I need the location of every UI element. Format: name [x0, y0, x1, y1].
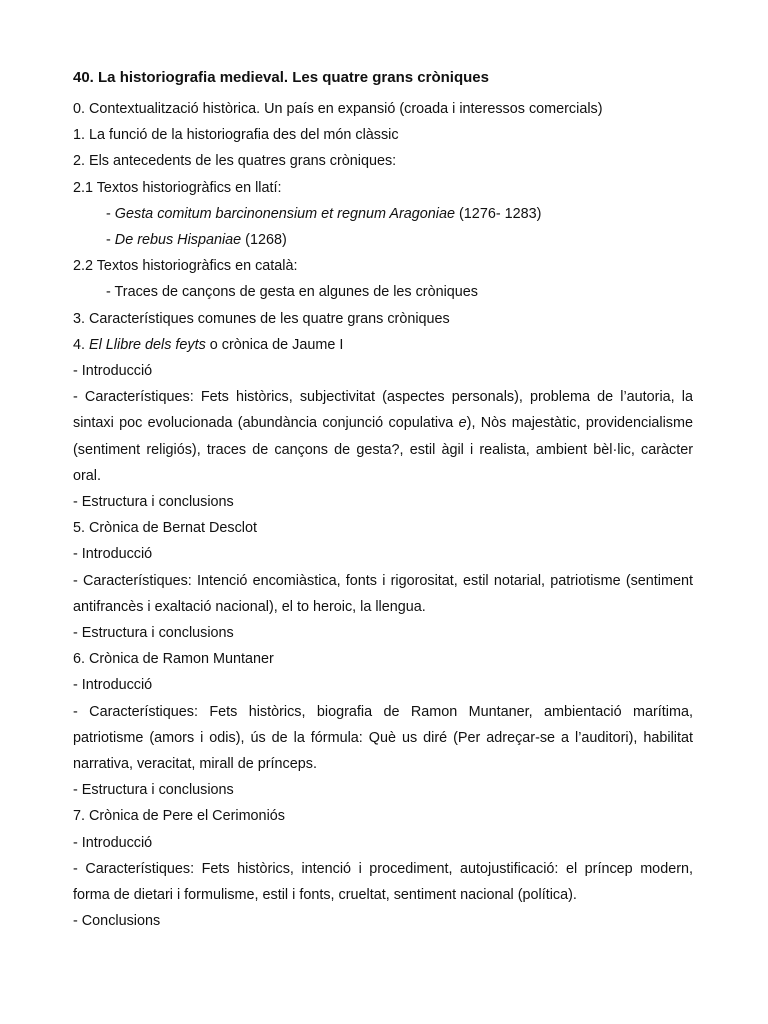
section-4-rest: o crònica de Jaume I: [205, 336, 344, 353]
document-title: 40. La historiografia medieval. Les quatre grans cròniques: [73, 69, 489, 86]
section-6-intro: - Introducció: [73, 677, 153, 694]
section-6-characteristics: - Característiques: Fets històrics, biografia de Ramon Muntaner, ambientació marítima, patriotisme (amors i odis), ús de la fórmula: Què us diré (Per adreçar-se a l’auditori), habilitat narrativa, veracitat, mirall de prínceps.: [73, 703, 693, 773]
section-6: 6. Crònica de Ramon Muntaner: [73, 651, 274, 668]
section-4-intro: - Introducció: [73, 363, 153, 380]
section-3: 3. Característiques comunes de les quatre grans cròniques: [73, 310, 450, 327]
characteristics-text-a: - Característiques: Fets històrics, subjectivitat (aspectes personals), problema de l’autoria, la sintaxi poc evolucionada (abundància conjunció copulativa: [73, 389, 693, 432]
section-5-intro: - Introducció: [73, 546, 153, 563]
section-1: 1. La funció de la historiografia des del món clàssic: [73, 127, 399, 144]
section-2-1-item-rebus: [73, 227, 693, 253]
item-date: (1276- 1283): [455, 205, 542, 222]
item-dash: -: [106, 205, 115, 222]
section-5: 5. Crònica de Bernat Desclot: [73, 520, 257, 537]
section-2: 2. Els antecedents de les quatres grans cròniques:: [73, 153, 397, 170]
item-date: (1268): [241, 232, 287, 249]
section-4-title-italic: El Llibre dels feyts: [89, 336, 206, 353]
section-7-characteristics: - Característiques: Fets històrics, intenció i procediment, autojustificació: el príncep modern, forma de dietari i formulisme, estil i fonts, crueltat, sentiment nacional (política).: [73, 860, 693, 904]
section-2-2-item: - Traces de cançons de gesta en algunes de les cròniques: [106, 284, 478, 301]
section-5-structure: - Estructura i conclusions: [73, 625, 234, 642]
section-7-intro: - Introducció: [73, 834, 153, 851]
section-4-characteristics: [73, 384, 693, 489]
section-6-structure: - Estructura i conclusions: [73, 782, 234, 799]
section-2-2: 2.2 Textos historiogràfics en català:: [73, 258, 298, 275]
section-2-1: 2.1 Textos historiogràfics en llatí:: [73, 179, 282, 196]
section-4-structure: - Estructura i conclusions: [73, 494, 234, 511]
characteristics-text-b: ), Nòs majestàtic, providencialisme (sentiment religiós), traces de cançons de gesta?, estil àgil i realista, ambient bèl·lic, caràcter oral.: [73, 415, 693, 484]
section-4: [73, 332, 693, 358]
section-2-1-item-gesta: [73, 201, 693, 227]
section-7-conclusions: - Conclusions: [73, 913, 161, 930]
section-0: 0. Contextualització històrica. Un país en expansió (croada i interessos comercials): [73, 101, 603, 117]
item-title-italic: De rebus Hispaniae: [114, 232, 242, 249]
characteristics-italic: e: [458, 415, 467, 432]
section-7: 7. Crònica de Pere el Cerimoniós: [73, 808, 285, 825]
item-title-italic: Gesta comitum barcinonensium et regnum Aragoniae: [114, 205, 456, 222]
item-dash: -: [106, 232, 115, 249]
section-5-characteristics: - Característiques: Intenció encomiàstica, fonts i rigorositat, estil notarial, patriotisme (sentiment antifrancès i exaltació nacional), el to heroic, la llengua.: [73, 572, 693, 615]
section-4-number: 4.: [73, 336, 89, 353]
document-page: [73, 66, 693, 935]
